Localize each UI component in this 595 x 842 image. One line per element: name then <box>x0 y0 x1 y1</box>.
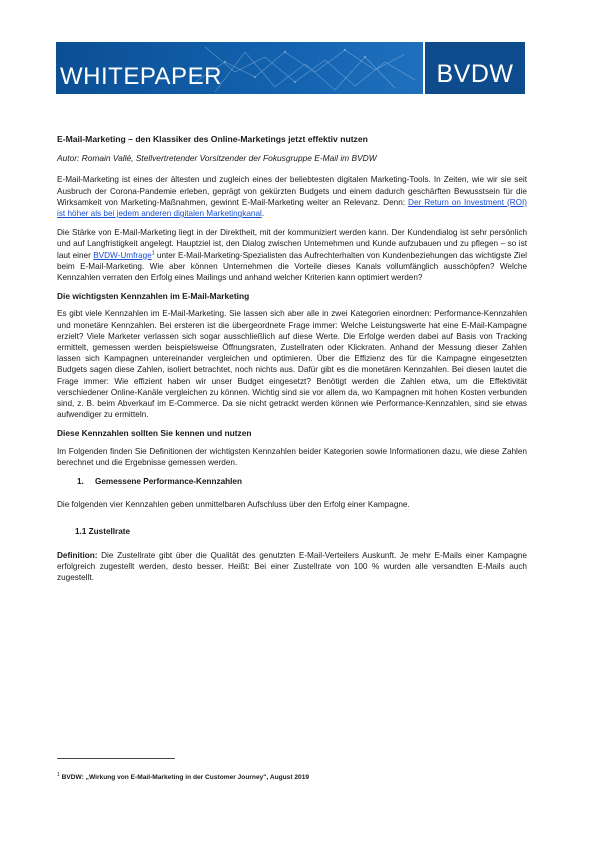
footnote-text: BVDW: „Wirkung von E-Mail-Marketing in der Customer Journey", August 2019 <box>59 774 310 781</box>
heading-use-figures: Diese Kennzahlen sollten Sie kennen und nutzen <box>57 428 252 439</box>
section-title: Gemessene Performance-Kennzahlen <box>95 477 242 487</box>
intro-text: E-Mail-Marketing ist eines der ältesten und zugleich eines der beliebtesten digitalen Marketing-Tools. In Zeiten, wie wir sie seit Ausbruch der Corona-Pandemie erleben, geprägt von gekürzten Budgets und einem dadurch geschärften Bewusstsein für die Wirksamkeit von Marketing-Maßnahmen, gewinnt E-Mail-Marketing weiter an Relevanz. Denn: <box>57 175 527 207</box>
document-body <box>57 134 527 591</box>
performance-intro-paragraph: Die folgenden vier Kennzahlen geben unmittelbaren Aufschluss über den Erfolg einer Kampagne. <box>57 500 410 510</box>
network-pattern-icon <box>195 42 415 94</box>
strength-text-b: unter E-Mail-Marketing-Spezialisten das Aufrechterhalten von Kundenbeziehungen das wichtigste Ziel beim E-Mail-Marketing. Wie aber können Unternehmen die Vorteile dieses Kanals vollumfänglich ausschöpfen? Welche Kennzahlen verraten den Erfolg eines Mailings und anhand welcher Kriterien kann optimiert werden? <box>57 250 527 283</box>
author-line: Autor: Romain Vallé, Stellvertretender Vorsitzender der Fokusgruppe E-Mail im BVDW <box>57 153 377 164</box>
intro-paragraph <box>57 174 527 219</box>
definition-label: Definition: <box>57 550 98 560</box>
key-figures-paragraph: Es gibt viele Kennzahlen im E-Mail-Marketing. Sie lassen sich aber alle in zwei Kategorien einordnen: Performance-Kennzahlen und monetäre Kennzahlen. Bei ersteren ist die übergeordnete Frage immer: Welche Leistungswerte hat eine E-Mail-Kampagne erzielt? Viele Marketer verlassen sich sogar ausschließlich auf diese Werte. Die Erfolge werden dabei auf Basis von Tracking ermittelt, gemessen werden beispielsweise Öffnungsraten, Zustellraten oder Klickraten. Anhand der Messung dieser Zahlen lassen sich Kampagnen untereinander vergleichen und optimieren. Über die Effizienz des für die Kampagne eingesetzten Budgets sagen diese Zahlen, isoliert betrachtet, noch nichts aus. Dafür gibt es die monetären Kennzahlen. Bei diesen lautet die Frage immer: Wie effizient haben wir unser Budget eingesetzt? Benötigt werden die Zahlen etwa, um die Effektivität verschiedener Online-Kanäle vergleichen zu können. Wichtig sind sie vor allem da, wo Kampagnen mit hohen Kosten verbunden sind, z. B. beim Abverkauf im E-Commerce. Da sie nicht getrackt werden können wie Performance-Kennzahlen, sind sie etwas aufwendiger zu ermitteln. <box>57 309 527 420</box>
roi-link[interactable]: Der Return on Investment (ROI) ist höher als bei jedem anderen digitalen Marketingkanal <box>57 197 527 219</box>
footnote-number: 1 <box>57 771 60 778</box>
definition-paragraph <box>57 550 527 584</box>
footnote-divider <box>57 758 175 759</box>
intro-end: . <box>261 209 265 219</box>
banner-title: WHITEPAPER <box>60 63 222 90</box>
definition-text: Die Zustellrate gibt über die Qualität des genutzten E-Mail-Verteilers Auskunft. Je mehr E-Mails einer Kampagne erfolgreich zugestellt werden, desto besser. Heißt: Bei einer Zustellrate von 100 % wurden alle versandten E-Mails auch zugestellt. <box>57 550 527 583</box>
strength-paragraph <box>57 227 527 283</box>
logo-text: BVDW <box>436 60 514 88</box>
bvdw-survey-link[interactable]: BVDW-Umfrage <box>93 250 152 260</box>
definitions-intro-paragraph: Im Folgenden finden Sie Definitionen der wichtigsten Kennzahlen beider Kategorien sowie Informationen dazu, wie diese Zahlen berechnet und die Ergebnisse gemessen werden. <box>57 446 527 467</box>
document-title: E-Mail-Marketing – den Klassiker des Online-Marketings jetzt effektiv nutzen <box>57 134 368 144</box>
section-heading-performance <box>77 476 527 487</box>
footnote <box>57 773 309 782</box>
footnote-ref[interactable]: 1 <box>151 249 155 256</box>
subheading-delivery-rate: 1.1 Zustellrate <box>75 527 131 537</box>
bvdw-logo <box>423 42 525 94</box>
strength-text-a: Die Stärke von E-Mail-Marketing liegt in der Direktheit, mit der kommuniziert werden kann. Der Kundendialog ist sehr persönlich und auf Langfristigkeit angelegt. Hauptziel ist, den Dialog zwischen Unternehmen und Kunde aufzubauen und zu pflegen – so ist laut einer <box>57 228 527 260</box>
section-number: 1. <box>77 477 84 487</box>
whitepaper-banner <box>56 42 525 94</box>
heading-key-figures: Die wichtigsten Kennzahlen im E-Mail-Marketing <box>57 291 250 302</box>
